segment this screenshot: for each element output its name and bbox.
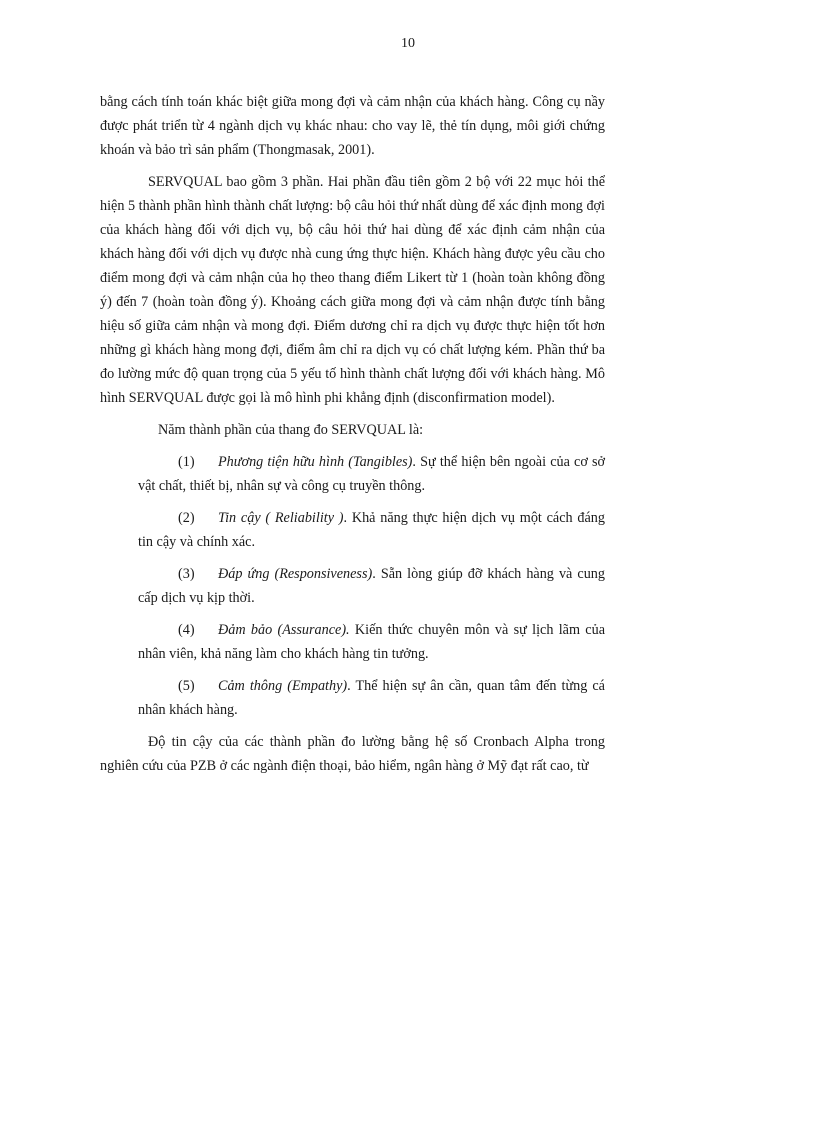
list-number: (1) (178, 454, 195, 470)
list-term: Tin cậy ( Reliability ) (218, 510, 344, 526)
list-item (100, 506, 605, 554)
list-term: Phương tiện hữu hình (Tangibles) (218, 454, 413, 470)
list-description: . Sự thể hiện bên ngoài của cơ sở vật chất, thiết bị, nhân sự và công cụ truyền thông. (138, 454, 606, 494)
list-number: (2) (178, 510, 195, 526)
list-item (100, 562, 605, 610)
paragraph-reliability: Độ tin cậy của các thành phần đo lường bằng hệ số Cronbach Alpha trong nghiên cứu của PZB ở các ngành điện thoại, bảo hiểm, ngân hàng ở Mỹ đạt rất cao, từ (100, 734, 605, 774)
paragraph-servqual-parts: SERVQUAL bao gồm 3 phần. Hai phần đầu tiên gồm 2 bộ với 22 mục hỏi thể hiện 5 thành phần hình thành chất lượng: bộ câu hỏi thứ nhất dùng để xác định mong đợi của khách hàng đối với dịch vụ, bộ câu hỏi thứ hai dùng để xác định cảm nhận của khách hàng đối với dịch vụ được nhà cung ứng thực hiện. Khách hàng được yêu cầu cho điểm mong đợi và cảm nhận của họ theo thang điểm Likert từ 1 (hoàn toàn không đồng ý) đến 7 (hoàn toàn đồng ý). Khoảng cách giữa mong đợi và cảm nhận được tính bằng hiệu số giữa cảm nhận và mong đợi. Điểm dương chỉ ra dịch vụ được thực hiện tốt hơn những gì khách hàng mong đợi, điểm âm chỉ ra dịch vụ có chất lượng kém. Phần thứ ba đo lường mức độ quan trọng của 5 yếu tố hình thành chất lượng đối với khách hàng. Mô hình SERVQUAL được gọi là mô hình phi khẳng định (disconfirmation model). (100, 174, 605, 406)
list-term: Đáp ứng (Responsiveness) (218, 566, 373, 582)
list-item (100, 450, 605, 498)
list-description: Kiến thức chuyên môn và sự lịch lãm của nhân viên, khả năng làm cho khách hàng tin tưởng. (138, 622, 605, 662)
list-item (100, 618, 605, 666)
list-description: . Sẵn lòng giúp đỡ khách hàng và cung cấp dịch vụ kịp thời. (138, 566, 605, 606)
page-number: 10 (401, 36, 415, 51)
list-number: (4) (178, 622, 195, 638)
paragraph-continuation: bằng cách tính toán khác biệt giữa mong đợi và cảm nhận của khách hàng. Công cụ nầy được phát triển từ 4 ngành dịch vụ khác nhau: cho vay lẽ, thẻ tín dụng, môi giới chứng khoán và bảo trì sản phẩm (Thongmasak, 2001). (100, 94, 605, 158)
list-number: (5) (178, 678, 195, 694)
list-description: . Khả năng thực hiện dịch vụ một cách đáng tin cậy và chính xác. (138, 510, 605, 550)
list-number: (3) (178, 566, 195, 582)
list-term: Đảm bảo (Assurance). (218, 622, 350, 638)
document-body (100, 90, 605, 786)
list-description: . Thể hiện sự ân cần, quan tâm đến từng cá nhân khách hàng. (138, 678, 605, 718)
list-item (100, 674, 605, 722)
paragraph-list-intro: Năm thành phần của thang đo SERVQUAL là: (158, 422, 424, 438)
list-term: Cảm thông (Empathy) (218, 678, 348, 694)
